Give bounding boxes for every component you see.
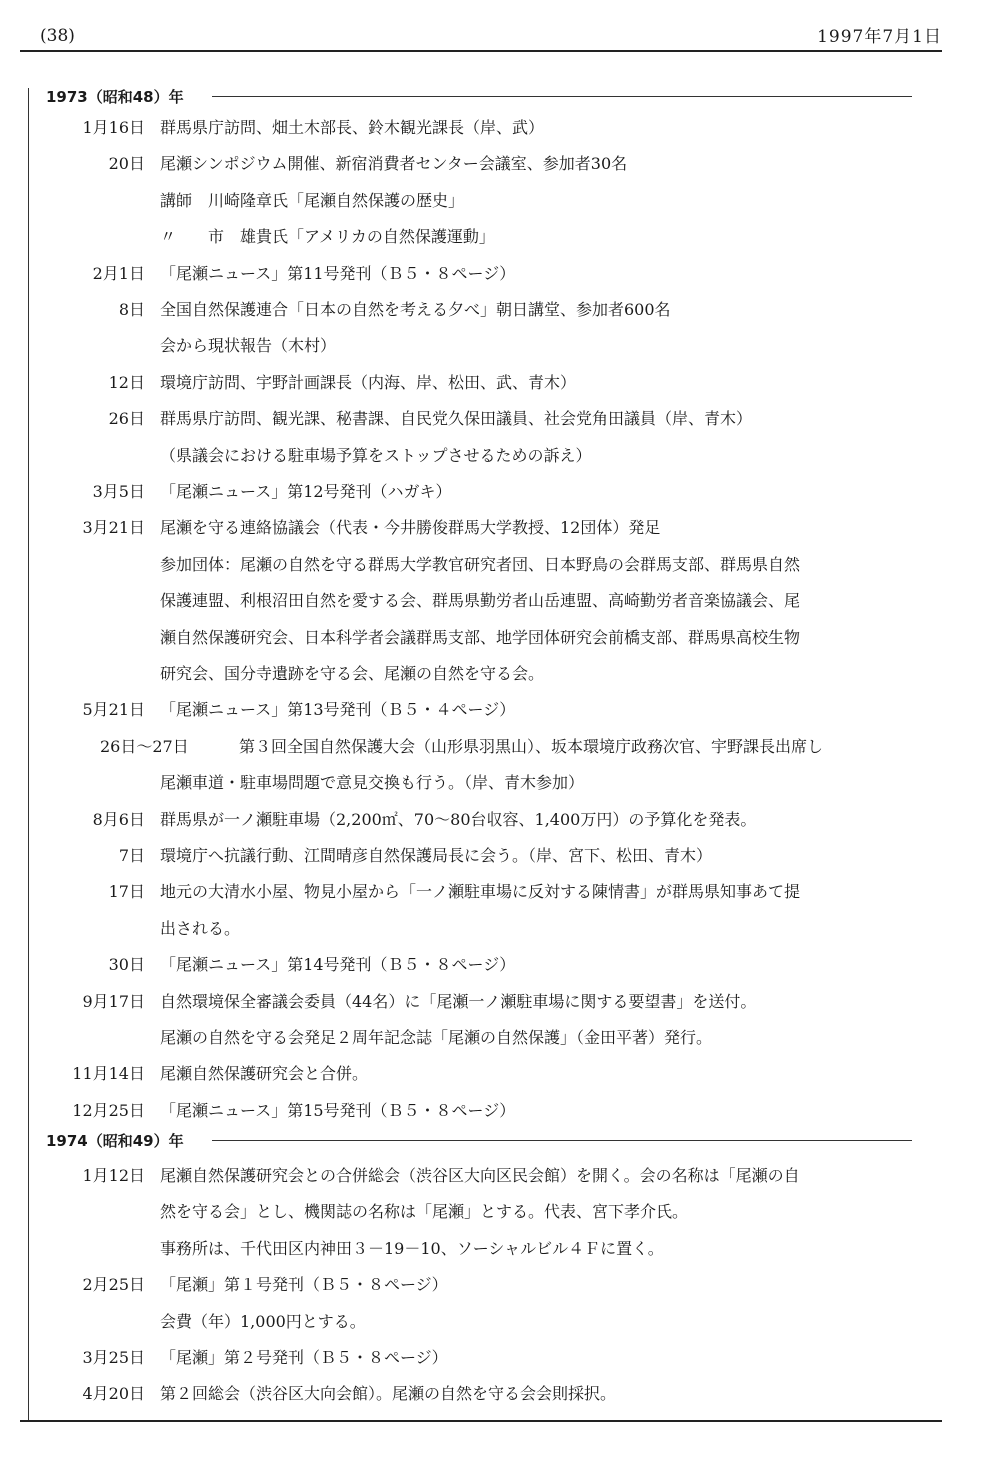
entry-text: 尾瀬の自然を守る会発足２周年記念誌「尾瀬の自然保護」（金田平著）発行。 [160,1028,713,1047]
entry-text: 出される。 [160,918,241,938]
entry-text: 「尾瀬ニュース」第14号発刊（Ｂ５・８ページ） [160,955,516,975]
entry-text: 〃 市 雄貴氏「アメリカの自然保護運動」 [160,227,495,247]
chronology-entry [0,258,990,290]
entry-date: 26日～27日 [100,736,189,756]
entry-date: 2月25日 [82,1275,145,1295]
chronology-entry [0,112,990,144]
chronology-entry [0,913,990,945]
entry-date: 2月1日 [92,263,145,283]
entry-date: 17日 [108,882,145,902]
chronology-entry [0,148,990,180]
chronology-entry [0,1160,990,1192]
chronology-entry [0,330,990,362]
entry-text: 群馬県庁訪問、観光課、秘書課、自民党久保田議員、社会党角田議員（岸、青木） [160,409,753,429]
chronology-entry [0,512,990,544]
chronology-entry [0,585,990,617]
entry-text: 群馬県庁訪問、畑土木部長、鈴木観光課長（岸、武） [160,118,545,137]
year-rule [212,1140,912,1141]
chronology-entry [0,1269,990,1301]
chronology-entry [0,986,990,1018]
entry-text: 自然環境保全審議会委員（44名）に「尾瀬一ノ瀬駐車場に関する要望書」を送付。 [160,991,757,1011]
issue-date: 1997年7月1日 [817,27,942,47]
entry-date: 8日 [118,300,145,319]
chronology-entry [0,440,990,472]
entry-date: 4月20日 [82,1384,145,1404]
chronology-entry [0,1022,990,1054]
entry-text: 全国自然保護連合「日本の自然を考える夕べ」朝日講堂、参加者600名 [160,300,671,319]
entry-text: 環境庁へ抗議行動、江間晴彦自然保護局長に会う。（岸、宮下、松田、青木） [160,846,713,865]
entry-date: 3月5日 [92,482,145,501]
entry-text: 研究会、国分寺遺跡を守る会、尾瀬の自然を守る会。 [160,664,545,683]
entry-text: 瀬自然保護研究会、日本科学者会議群馬支部、地学団体研究会前橋支部、群馬県高校生物 [160,627,801,647]
chronology-entry [0,221,990,253]
entry-date: 1月12日 [82,1166,145,1185]
chronology-entry [0,694,990,726]
entry-date: 20日 [108,154,145,174]
chronology-entry [0,731,990,763]
chronology-entry [0,767,990,799]
chronology-entry [0,658,990,690]
chronology-entry [0,549,990,581]
entry-date: 7日 [118,846,145,865]
entry-date: 26日 [108,409,145,429]
entry-text: 会から現状報告（木村） [160,336,337,356]
chronology-entry [0,1342,990,1374]
chronology-entry [0,1058,990,1090]
chronology-entry [0,1095,990,1127]
entry-text: 尾瀬を守る連絡協議会（代表・今井勝俊群馬大学教授、12団体）発足 [160,518,661,538]
entry-text: 参加団体：尾瀬の自然を守る群馬大学教官研究者団、日本野鳥の会群馬支部、群馬県自然 [160,554,801,574]
footer-rule [20,1420,942,1422]
chronology-entry [0,1378,990,1410]
entry-text: 地元の大清水小屋、物見小屋から「一ノ瀬駐車場に反対する陳情書」が群馬県知事あて提 [160,882,801,902]
entry-date: 9月17日 [82,991,145,1011]
year-label: 1973（昭和48）年 [46,87,184,106]
chronology-entry [0,949,990,981]
entry-date: 30日 [108,955,145,975]
header-rule [20,50,942,52]
entry-text: 第２回総会（渋谷区大向会館）。尾瀬の自然を守る会会則採択。 [160,1384,617,1404]
chronology-entry [0,294,990,326]
entry-date: 11月14日 [72,1064,145,1084]
entry-date: 3月21日 [82,518,145,538]
page-number: (38) [40,26,75,46]
chronology-entry [0,476,990,508]
entry-date: 12日 [108,372,145,392]
chronology-entry [0,1306,990,1338]
chronology-entry [0,804,990,836]
entry-text: 「尾瀬ニュース」第12号発刊（ハガキ） [160,482,452,501]
entry-text: 「尾瀬ニュース」第13号発刊（Ｂ５・４ページ） [160,700,516,720]
entry-text: 尾瀬車道・駐車場問題で意見交換も行う。（岸、青木参加） [160,773,585,793]
entry-text: 事務所は、千代田区内神田３－19－10、ソーシャルビル４Ｆに置く。 [160,1238,664,1258]
entry-text: 然を守る会」とし、機関誌の名称は「尾瀬」とする。代表、宮下孝介氏。 [160,1202,689,1222]
entry-text: 尾瀬自然保護研究会と合併。 [160,1064,369,1084]
chronology-entry [0,403,990,435]
entry-date: 12月25日 [72,1100,145,1120]
entry-text: 「尾瀬」第１号発刊（Ｂ５・８ページ） [160,1275,448,1295]
entry-date: 3月25日 [82,1348,145,1367]
entry-text: 第３回全国自然保護大会（山形県羽黒山）、坂本環境庁政務次官、宇野課長出席し [239,736,824,756]
year-heading [46,1128,184,1152]
year-label: 1974（昭和49）年 [46,1131,184,1150]
chronology-entry [0,367,990,399]
entry-date: 1月16日 [82,118,145,137]
year-rule [212,96,912,97]
entry-text: 尾瀬自然保護研究会との合併総会（渋谷区大向区民会館）を開く。会の名称は「尾瀬の自 [160,1166,800,1185]
entry-text: 尾瀬シンポジウム開催、新宿消費者センター会議室、参加者30名 [160,154,628,174]
entry-date: 8月6日 [92,809,145,829]
entry-text: 「尾瀬」第２号発刊（Ｂ５・８ページ） [160,1348,448,1367]
entry-text: （県議会における駐車場予算をストップさせるための訴え） [160,445,592,465]
entry-text: 講師 川崎隆章氏「尾瀬自然保護の歴史」 [160,190,465,210]
chronology-entry [0,840,990,872]
entry-text: 「尾瀬ニュース」第11号発刊（Ｂ５・８ページ） [160,263,516,283]
entry-text: 群馬県が一ノ瀬駐車場（2,200㎡、70～80台収容、1,400万円）の予算化を発表。 [160,809,757,829]
entry-date: 5月21日 [82,700,145,720]
chronology-entry [0,1233,990,1265]
entry-text: 環境庁訪問、宇野計画課長（内海、岸、松田、武、青木） [160,372,577,392]
entry-text: 「尾瀬ニュース」第15号発刊（Ｂ５・８ページ） [160,1100,516,1120]
entry-text: 保護連盟、利根沼田自然を愛する会、群馬県勤労者山岳連盟、高崎勤労者音楽協議会、尾 [160,591,801,611]
chronology-entry [0,1196,990,1228]
chronology-entry [0,185,990,217]
year-heading [46,84,184,108]
chronology-entry [0,876,990,908]
chronology-entry [0,622,990,654]
entry-text: 会費（年）1,000円とする。 [160,1311,366,1331]
